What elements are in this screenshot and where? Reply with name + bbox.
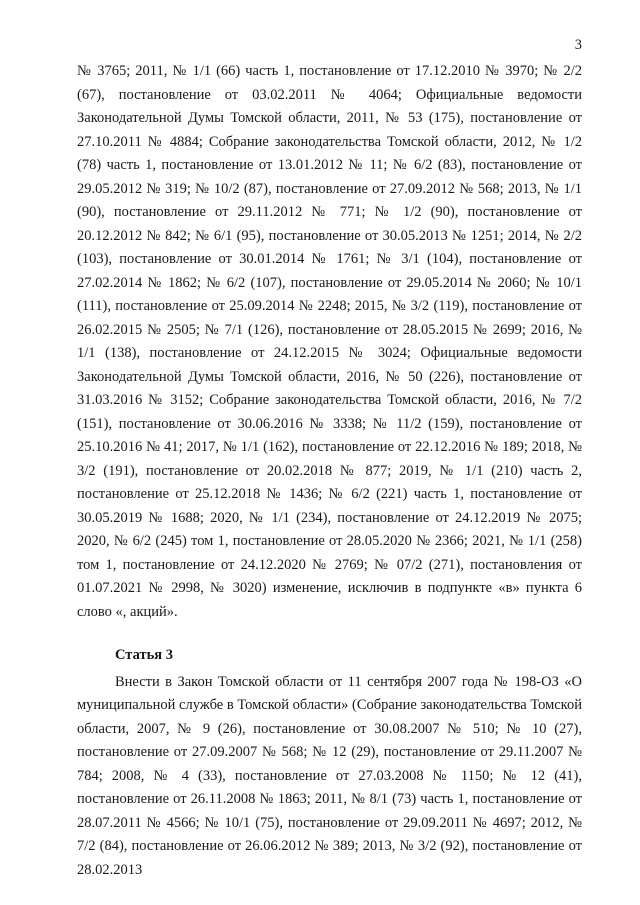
article-heading: Статья 3 (115, 647, 173, 663)
article-paragraph: Внести в Закон Томской области от 11 сентября 2007 года № 198-ОЗ «О муниципальной службе в Томской области» (Собрание законодательства Томской области, 2007, № 9 (26), постановление от 30.08.2007 № 510; № 10 (27), постановление от 27.09.2007 № 568; № 12 (29), постановление от 29.11.2007 № 784; 2008, № 4 (33), постановление от 27.03.2008 № 1150; № 12 (41), постановление от 26.11.2008 № 1863; 2011, № 8/1 (73) часть 1, постановление от 28.07.2011 № 4566; № 10/1 (75), постановление от 29.09.2011 № 4697; 2012, № 7/2 (84), постановление от 26.06.2012 № 389; 2013, № 3/2 (92), постановление от 28.02.2013 (77, 673, 582, 878)
document-body (77, 60, 582, 882)
continued-paragraph: № 3765; 2011, № 1/1 (66) часть 1, постановление от 17.12.2010 № 3970; № 2/2 (67), постановление от 03.02.2011 № 4064; Официальные ведомости Законодательной Думы Томской области, 2011, № 53 (175), постановление от 27.10.2011 № 4884; Собрание законодательства Томской области, 2012, № 1/2 (78) часть 1, постановление от 13.01.2012 № 11; № 6/2 (83), постановление от 29.05.2012 № 319; № 10/2 (87), постановление от 27.09.2012 № 568; 2013, № 1/1 (90), постановление от 29.11.2012 № 771; № 1/2 (90), постановление от 20.12.2012 № 842; № 6/1 (95), постановление от 30.05.2013 № 1251; 2014, № 2/2 (103), постановление от 30.01.2014 № 1761; № 3/1 (104), постановление от 27.02.2014 № 1862; № 6/2 (107), постановление от 29.05.2014 № 2060; № 10/1 (111), постановление от 25.09.2014 № 2248; 2015, № 3/2 (119), постановление от 26.02.2015 № 2505; № 7/1 (126), постановление от 28.05.2015 № 2699; 2016, № 1/1 (138), постановление от 24.12.2015 № 3024; Официальные ведомости Законодательной Думы Томской области, 2016, № 50 (226), постановление от 31.03.2016 № 3152; Собрание законодательства Томской области, 2016, № 7/2 (151), постановление от 30.06.2016 № 3338; № 11/2 (159), постановление от 25.10.2016 № 41; 2017, № 1/1 (162), постановление от 22.12.2016 № 189; 2018, № 3/2 (191), постановление от 20.02.2018 № 877; 2019, № 1/1 (210) часть 2, постановление от 25.12.2018 № 1436; № 6/2 (221) часть 1, постановление от 30.05.2019 № 1688; 2020, № 1/1 (234), постановление от 24.12.2019 № 2075; 2020, № 6/2 (245) том 1, постановление от 28.05.2020 № 2366; 2021, № 1/1 (258) том 1, постановление от 24.12.2020 № 2769; № 07/2 (271), постановления от 01.07.2021 № 2998, № 3020) изменение, исключив в подпункте «в» пункта 6 слово «, акций». (77, 63, 582, 620)
page-number: 3 (574, 37, 582, 53)
